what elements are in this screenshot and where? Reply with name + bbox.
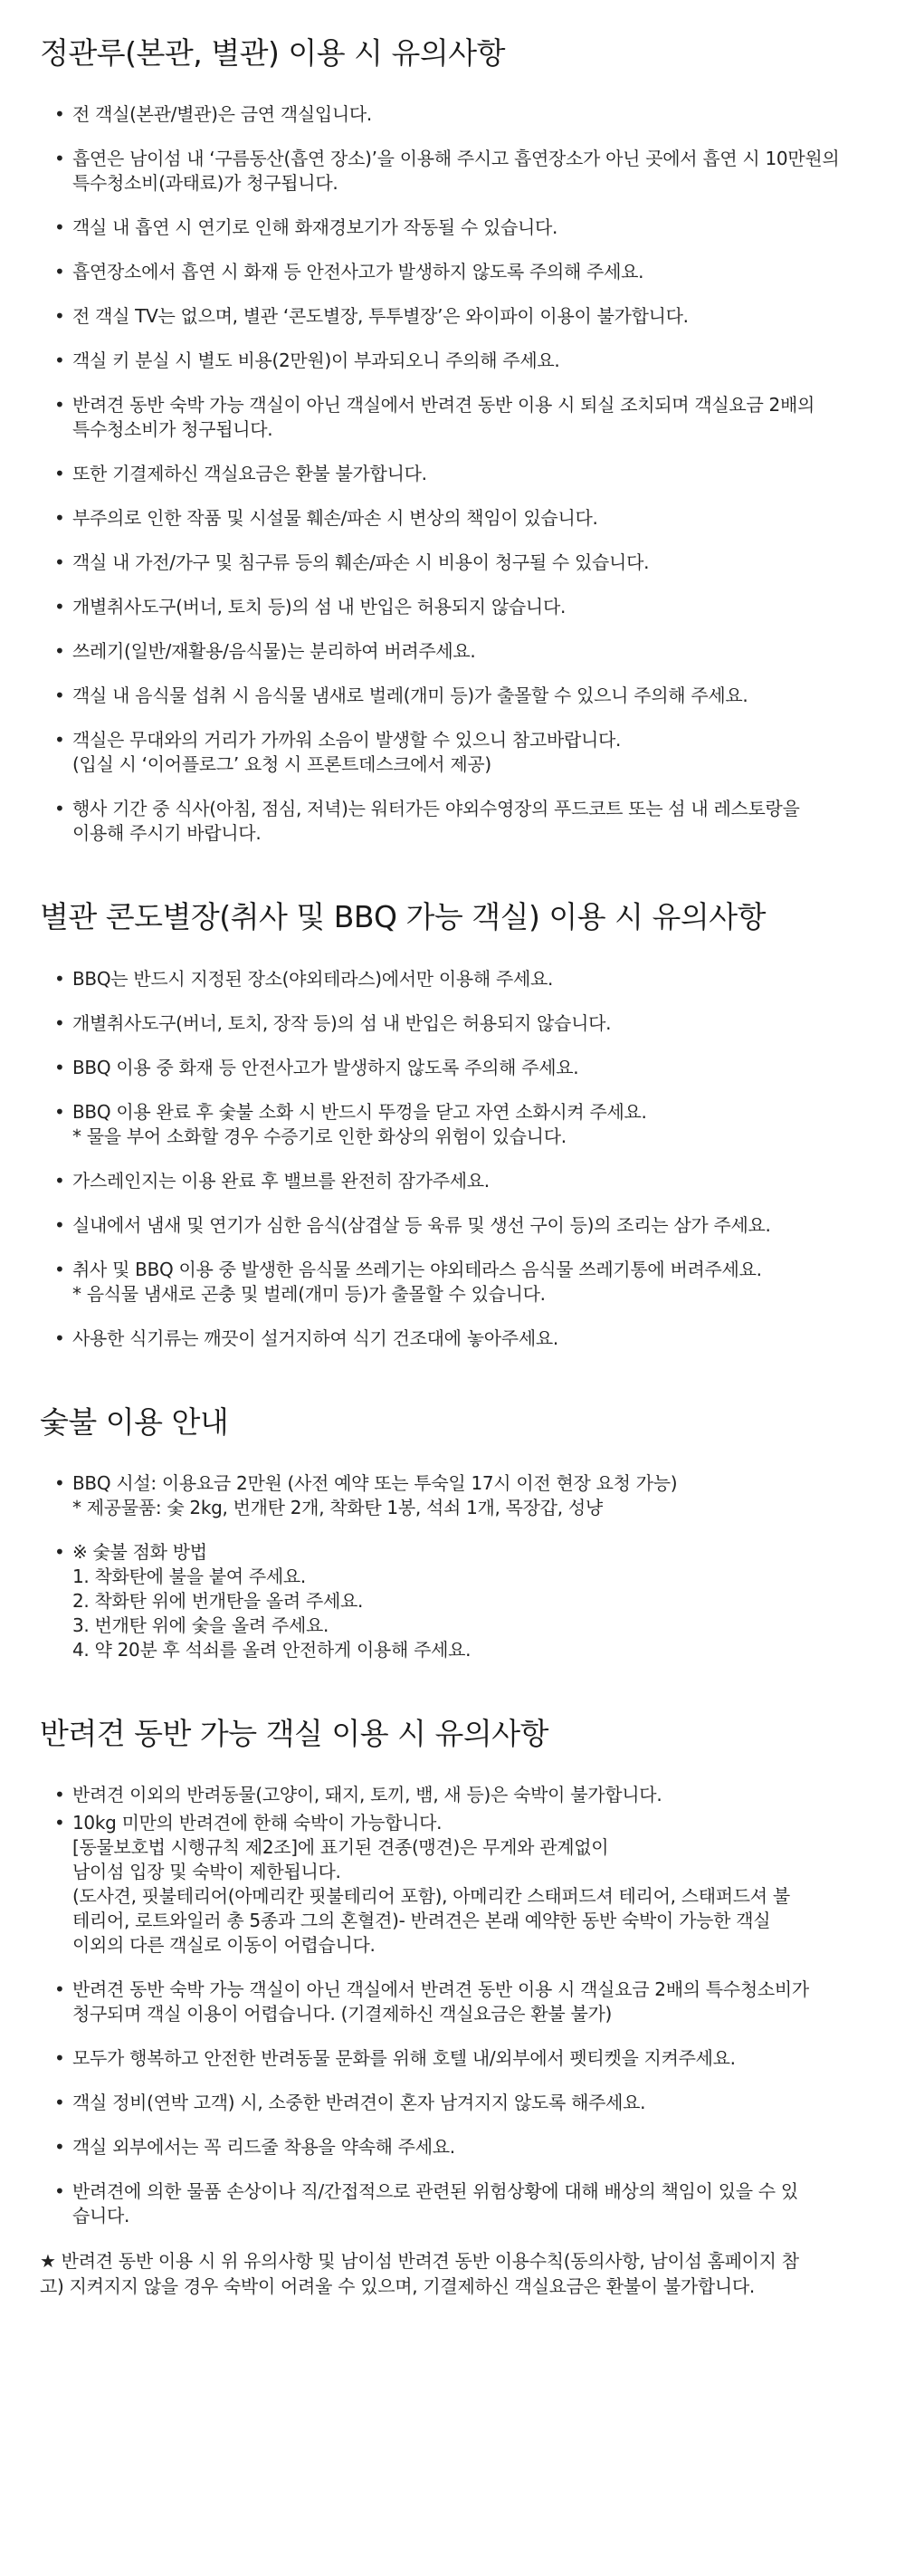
list-item: • 취사 및 BBQ 이용 중 발생한 음식물 쓰레기는 야외테라스 음식물 쓰레기통에 버려주세요. * 음식물 냄새로 곤충 및 벌레(개미 등)가 출몰할 수 있습니다. [58, 1258, 880, 1307]
list-item: • 또한 기결제하신 객실요금은 환불 불가합니다. [58, 462, 880, 486]
rule-list [40, 967, 880, 1351]
list-item: • 반려견 동반 숙박 가능 객실이 아닌 객실에서 반려견 동반 이용 시 객실요금 2배의 특수청소비가 청구되며 객실 이용이 어렵습니다. (기결제하신 객실요금은 환불 불가) [58, 1977, 880, 2026]
list-item: • 쓰레기(일반/재활용/음식물)는 분리하여 버려주세요. [58, 639, 880, 664]
list-item: • 객실 내 가전/가구 및 침구류 등의 훼손/파손 시 비용이 청구될 수 있습니다. [58, 551, 880, 575]
list-item: • 반려견 이외의 반려동물(고양이, 돼지, 토끼, 뱀, 새 등)은 숙박이 불가합니다. [58, 1783, 880, 1807]
section-title: 숯불 이용 안내 [40, 1403, 229, 1440]
list-item: • 10kg 미만의 반려견에 한해 숙박이 가능합니다. [동물보호법 시행규칙 제2조]에 표기된 견종(맹견)은 무게와 관계없이 남이섬 입장 및 숙박이 제한됩니다. (도사견, 핏불테리어(아메리칸 핏불테리어 포함), 아메리칸 스태퍼드셔 테리어, 스태퍼드셔 불 테리어, 로트와일러 총 5종과 그의 혼혈견)- 반려견은 본래 예약한 동반 숙박이 가능한 객실 이외의 다른 객실로 이동이 어렵습니다. [58, 1811, 880, 1958]
list-item: • 반려견에 의한 물품 손상이나 직/간접적으로 관련된 위험상황에 대해 배상의 책임이 있을 수 있 습니다. [58, 2179, 880, 2228]
section-title: 정관루(본관, 별관) 이용 시 유의사항 [40, 35, 505, 71]
list-item: • 전 객실 TV는 없으며, 별관 ‘콘도별장, 투투별장’은 와이파이 이용이 불가합니다. [58, 304, 880, 329]
list-item: • 흡연장소에서 흡연 시 화재 등 안전사고가 발생하지 않도록 주의해 주세요. [58, 260, 880, 284]
list-item: • ※ 숯불 점화 방법 1. 착화탄에 불을 붙여 주세요. 2. 착화탄 위에 번개탄을 올려 주세요. 3. 번개탄 위에 숯을 올려 주세요. 4. 약 20분 후 석쇠를 올려 안전하게 이용해 주세요. [58, 1540, 880, 1662]
list-item: • 사용한 식기류는 깨끗이 설거지하여 식기 건조대에 놓아주세요. [58, 1326, 880, 1351]
list-item: • 모두가 행복하고 안전한 반려동물 문화를 위해 호텔 내/외부에서 펫티켓을 지켜주세요. [58, 2046, 880, 2071]
section-charcoal-guide [40, 1403, 880, 1662]
section-title: 반려견 동반 가능 객실 이용 시 유의사항 [40, 1715, 548, 1751]
list-item: • BBQ 이용 완료 후 숯불 소화 시 반드시 뚜껑을 닫고 자연 소화시켜 주세요. * 물을 부어 소화할 경우 수증기로 인한 화상의 위험이 있습니다. [58, 1100, 880, 1149]
section-title: 별관 콘도별장(취사 및 BBQ 가능 객실) 이용 시 유의사항 [40, 899, 766, 935]
list-item: • 흡연은 남이섬 내 ‘구름동산(흡연 장소)’을 이용해 주시고 흡연장소가 아닌 곳에서 흡연 시 10만원의 특수청소비(과태료)가 청구됩니다. [58, 147, 880, 196]
section-pet-room-notice [40, 1715, 880, 2299]
list-item: • 가스레인지는 이용 완료 후 밸브를 완전히 잠가주세요. [58, 1169, 880, 1193]
list-item: • 행사 기간 중 식사(아침, 점심, 저녁)는 워터가든 야외수영장의 푸드코트 또는 섬 내 레스토랑을 이용해 주시기 바랍니다. [58, 797, 880, 846]
rule-list [40, 102, 880, 846]
rule-list [40, 1471, 880, 1662]
list-item: • 객실 내 음식물 섭취 시 음식물 냄새로 벌레(개미 등)가 출몰할 수 있으니 주의해 주세요. [58, 684, 880, 708]
list-item: • 실내에서 냄새 및 연기가 심한 음식(삼겹살 등 육류 및 생선 구이 등)의 조리는 삼가 주세요. [58, 1213, 880, 1238]
list-item: • 전 객실(본관/별관)은 금연 객실입니다. [58, 102, 880, 127]
list-item: • BBQ 이용 중 화재 등 안전사고가 발생하지 않도록 주의해 주세요. [58, 1056, 880, 1080]
section-main-building-notice [40, 34, 880, 846]
rule-list [40, 1783, 880, 2228]
list-item: • 객실 내 흡연 시 연기로 인해 화재경보기가 작동될 수 있습니다. [58, 215, 880, 240]
list-item: • BBQ는 반드시 지정된 장소(야외테라스)에서만 이용해 주세요. [58, 967, 880, 991]
list-item: • 객실 외부에서는 꼭 리드줄 착용을 약속해 주세요. [58, 2135, 880, 2159]
list-item: • 개별취사도구(버너, 토치 등)의 섬 내 반입은 허용되지 않습니다. [58, 595, 880, 619]
list-item: • 객실 정비(연박 고객) 시, 소중한 반려견이 혼자 남겨지지 않도록 해주세요. [58, 2091, 880, 2115]
list-item: • 반려견 동반 숙박 가능 객실이 아닌 객실에서 반려견 동반 이용 시 퇴실 조치되며 객실요금 2배의 특수청소비가 청구됩니다. [58, 393, 880, 442]
pet-footnote: ★ 반려견 동반 이용 시 위 유의사항 및 남이섬 반려견 동반 이용수칙(동의사항, 남이섬 홈페이지 참 고) 지켜지지 않을 경우 숙박이 어려울 수 있으며, 기결제하신 객실요금은 환불이 불가합니다. [40, 2250, 799, 2297]
list-item: • 개별취사도구(버너, 토치, 장작 등)의 섬 내 반입은 허용되지 않습니다. [58, 1011, 880, 1036]
list-item: • 객실은 무대와의 거리가 가까워 소음이 발생할 수 있으니 참고바랍니다. (입실 시 ‘이어플로그’ 요청 시 프론트데스크에서 제공) [58, 728, 880, 777]
section-condo-bbq-notice [40, 898, 880, 1350]
list-item: • BBQ 시설: 이용요금 2만원 (사전 예약 또는 투숙일 17시 이전 현장 요청 가능) * 제공물품: 숯 2kg, 번개탄 2개, 착화탄 1봉, 석쇠 1개, 목장갑, 성냥 [58, 1471, 880, 1520]
list-item: • 객실 키 분실 시 별도 비용(2만원)이 부과되오니 주의해 주세요. [58, 349, 880, 373]
list-item: • 부주의로 인한 작품 및 시설물 훼손/파손 시 변상의 책임이 있습니다. [58, 506, 880, 531]
